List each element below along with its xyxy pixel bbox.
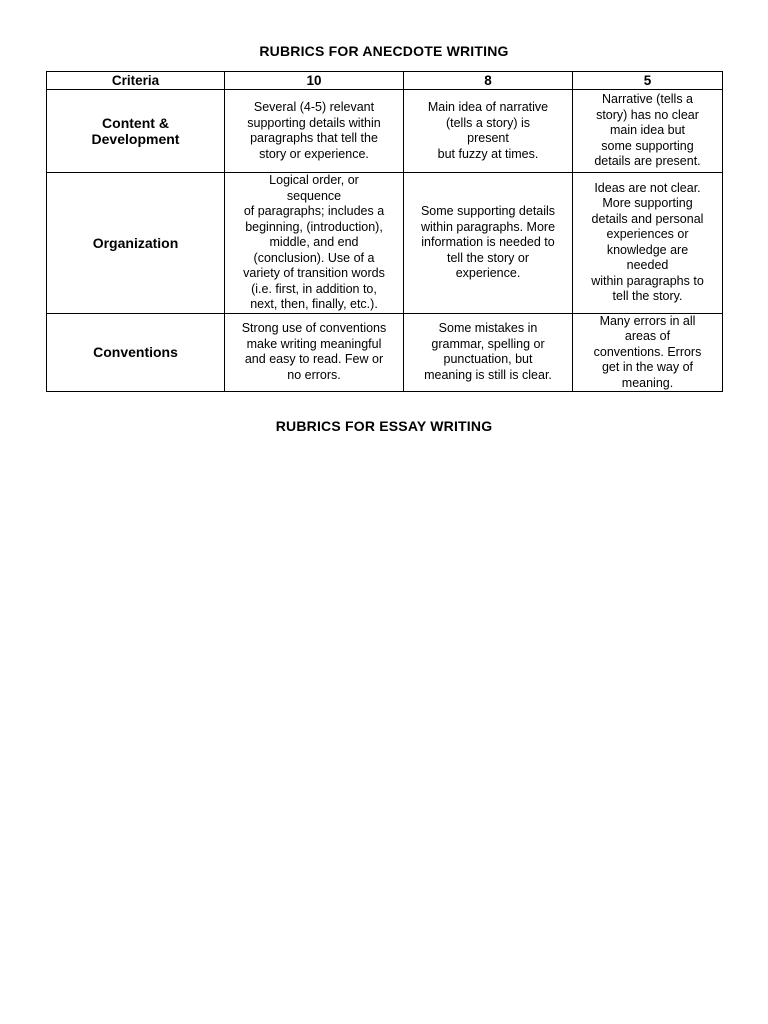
score-10-cell [225, 173, 404, 314]
criteria-cell [47, 173, 225, 314]
score-10-cell [225, 90, 404, 173]
header-score-5: 5 [573, 72, 723, 90]
descriptor-text: Many errors in all areas of conventions. Errors get in the way of meaning. [593, 313, 702, 390]
table-header-row [47, 72, 723, 90]
criteria-cell [47, 313, 225, 392]
header-criteria: Criteria [47, 72, 225, 90]
criteria-cell [47, 90, 225, 173]
score-8-cell [404, 313, 573, 392]
descriptor-text: Several (4-5) relevant supporting details within paragraphs that tell the story or experience. [247, 100, 381, 161]
anecdote-rubric-title: RUBRICS FOR ANECDOTE WRITING [259, 43, 509, 59]
anecdote-rubric-table [46, 71, 723, 392]
table-row [47, 313, 723, 392]
table-row [47, 90, 723, 173]
descriptor-text: Narrative (tells a story) has no clear main idea but some supporting details are present. [594, 92, 701, 169]
descriptor-text: Some mistakes in grammar, spelling or punctuation, but meaning is still is clear. [424, 321, 552, 382]
criteria-label: Conventions [93, 344, 178, 361]
score-5-cell [573, 90, 723, 173]
criteria-label: Organization [92, 234, 179, 251]
score-10-cell [225, 313, 404, 392]
descriptor-text: Main idea of narrative (tells a story) is present but fuzzy at times. [427, 100, 549, 161]
score-8-cell [404, 90, 573, 173]
descriptor-text: Logical order, or sequence of paragraphs; includes a beginning, (introduction), middle, and end (conclusion). Use of a variety of transition words (i.e. first, in addition to, next, then, finally, etc.). [243, 173, 385, 311]
score-5-cell [573, 313, 723, 392]
criteria-label: Content & Development [91, 115, 180, 147]
descriptor-text: Ideas are not clear. More supporting details and personal experiences or knowledge are needed within paragraphs to tell the story. [591, 180, 704, 304]
descriptor-text: Some supporting details within paragraphs. More information is needed to tell the story or experience. [420, 204, 556, 280]
score-5-cell [573, 173, 723, 314]
header-score-8: 8 [404, 72, 573, 90]
score-8-cell [404, 173, 573, 314]
essay-rubric-title: RUBRICS FOR ESSAY WRITING [275, 418, 493, 434]
header-score-10: 10 [225, 72, 404, 90]
table-row [47, 173, 723, 314]
descriptor-text: Strong use of conventions make writing meaningful and easy to read. Few or no errors. [241, 321, 387, 382]
